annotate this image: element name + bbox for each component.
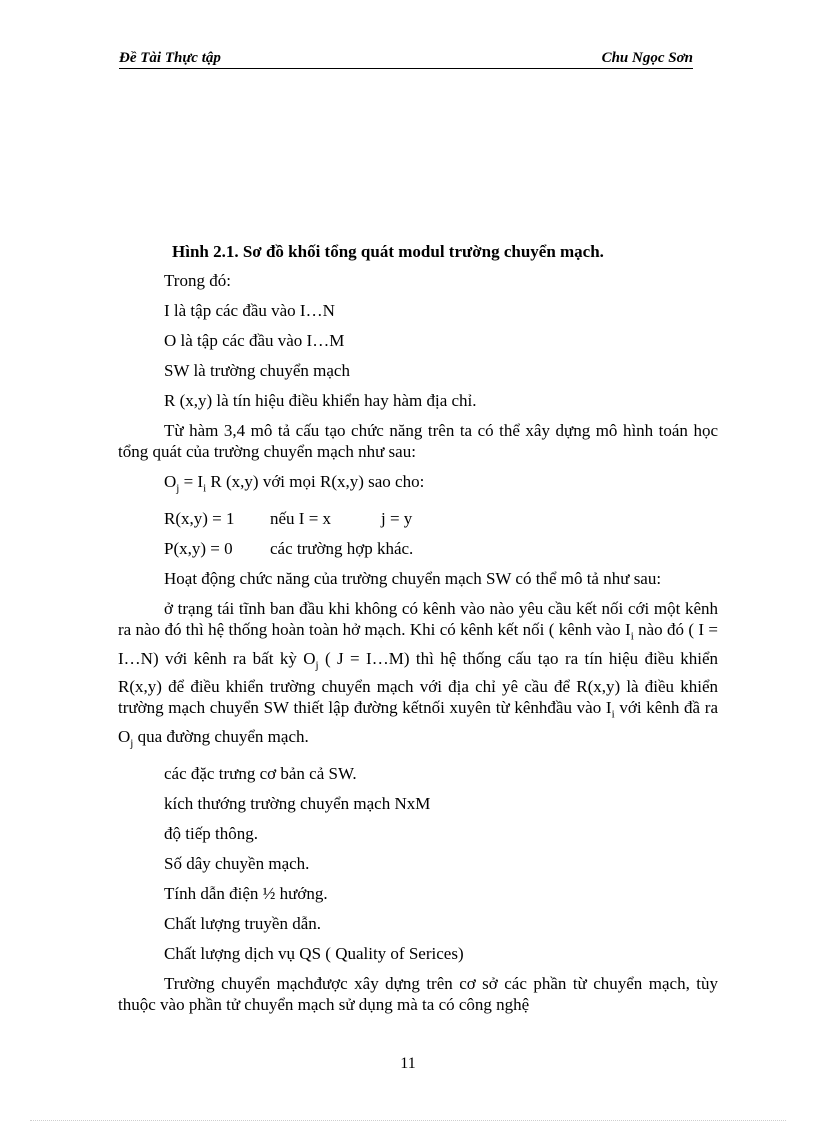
model-paragraph: Từ hàm 3,4 mô tả cấu tạo chức năng trên ta có thể xây dựng mô hình toán học tổng quát của trường chuyển mạch như sau: — [118, 421, 718, 461]
case-extra: j = y — [381, 509, 413, 529]
case-lhs: R(x,y) = 1 — [164, 509, 235, 529]
header-author: Chu Ngọc Sơn — [601, 50, 693, 66]
case-row — [164, 508, 718, 529]
state-text-2: nào đó ( I = I…N) với kênh ra bất kỳ O — [118, 620, 718, 668]
output-set-definition: O là tập các đầu vào I…M — [164, 331, 345, 350]
input-set-definition: I là tập các đầu vào I…N — [164, 301, 335, 320]
feature-item: độ tiếp thông. — [164, 823, 258, 843]
document-body — [118, 241, 719, 1024]
where-label: Trong đó: — [164, 271, 231, 290]
case-condition: các trường hợp khác. — [270, 539, 414, 559]
state-sub-2: j — [315, 659, 319, 672]
state-text-5: qua đường chuyển mạch. — [133, 726, 309, 746]
page-header — [119, 48, 693, 69]
operation-paragraph: Hoạt động chức năng của trường chuyển mạch SW có thể mô tả như sau: — [164, 569, 662, 589]
formula-line — [164, 471, 718, 499]
state-sub-3: i — [611, 708, 615, 721]
case-lhs: P(x,y) = 0 — [164, 539, 233, 559]
state-text-4: với kênh đầ ra O — [118, 698, 718, 746]
formula-sub-i: i — [203, 482, 207, 495]
switch-definition: SW là trường chuyển mạch — [164, 361, 350, 380]
page-number: 11 — [400, 1055, 416, 1072]
figure-caption: Hình 2.1. Sơ đồ khối tổng quát modul trường chuyển mạch. — [172, 242, 604, 261]
state-sub-4: j — [130, 736, 134, 749]
feature-item: Tính dẫn điện ½ hướng. — [164, 883, 328, 903]
feature-item: Số dây chuyền mạch. — [164, 853, 310, 873]
formula-sub-j: j — [176, 482, 180, 495]
header-title: Đề Tài Thực tập — [119, 50, 221, 66]
feature-item: Chất lượng truyền dẫn. — [164, 913, 322, 933]
case-condition: nếu I = x — [270, 509, 332, 529]
formula-rest: R (x,y) với mọi R(x,y) sao cho: — [206, 472, 425, 491]
state-text-3: ( J = I…M) thì hệ thống cấu tạo ra tín hiệu điều khiển R(x,y) để điều khiển trường chuyển mạch với địa chỉ yê cầu để R(x,y) là điều khiển trường mạch chuyển SW thiết lập đường kếtnối xuyên từ kênhđầu vào I — [118, 648, 719, 718]
case-row — [164, 538, 718, 559]
feature-item: kích thướng trường chuyển mạch NxM — [164, 793, 431, 813]
formula-eq: = I — [179, 472, 204, 491]
closing-paragraph: Trường chuyển mạchđược xây dựng trên cơ sở các phần từ chuyển mạch, tùy thuộc vào phần tử chuyển mạch sử dụng mà ta có công nghệ — [118, 973, 718, 1014]
state-text-1: ở trạng tái tĩnh ban đầu khi không có kênh vào nào yêu cầu kết nối cới một kênh ra nào đó thì hệ thống hoàn toàn hở mạch. Khi có kênh kết nối ( kênh vào I — [118, 599, 718, 640]
control-signal-definition: R (x,y) là tín hiệu điều khiển hay hàm địa chỉ. — [164, 391, 477, 410]
formula-o: O — [164, 472, 177, 491]
feature-item: Chất lượng dịch vụ QS ( Quality of Serices) — [164, 943, 464, 963]
feature-item: các đặc trưng cơ bản cả SW. — [164, 763, 357, 783]
state-sub-1: i — [630, 630, 634, 643]
state-paragraph — [118, 598, 718, 754]
bottom-divider — [30, 1120, 786, 1121]
